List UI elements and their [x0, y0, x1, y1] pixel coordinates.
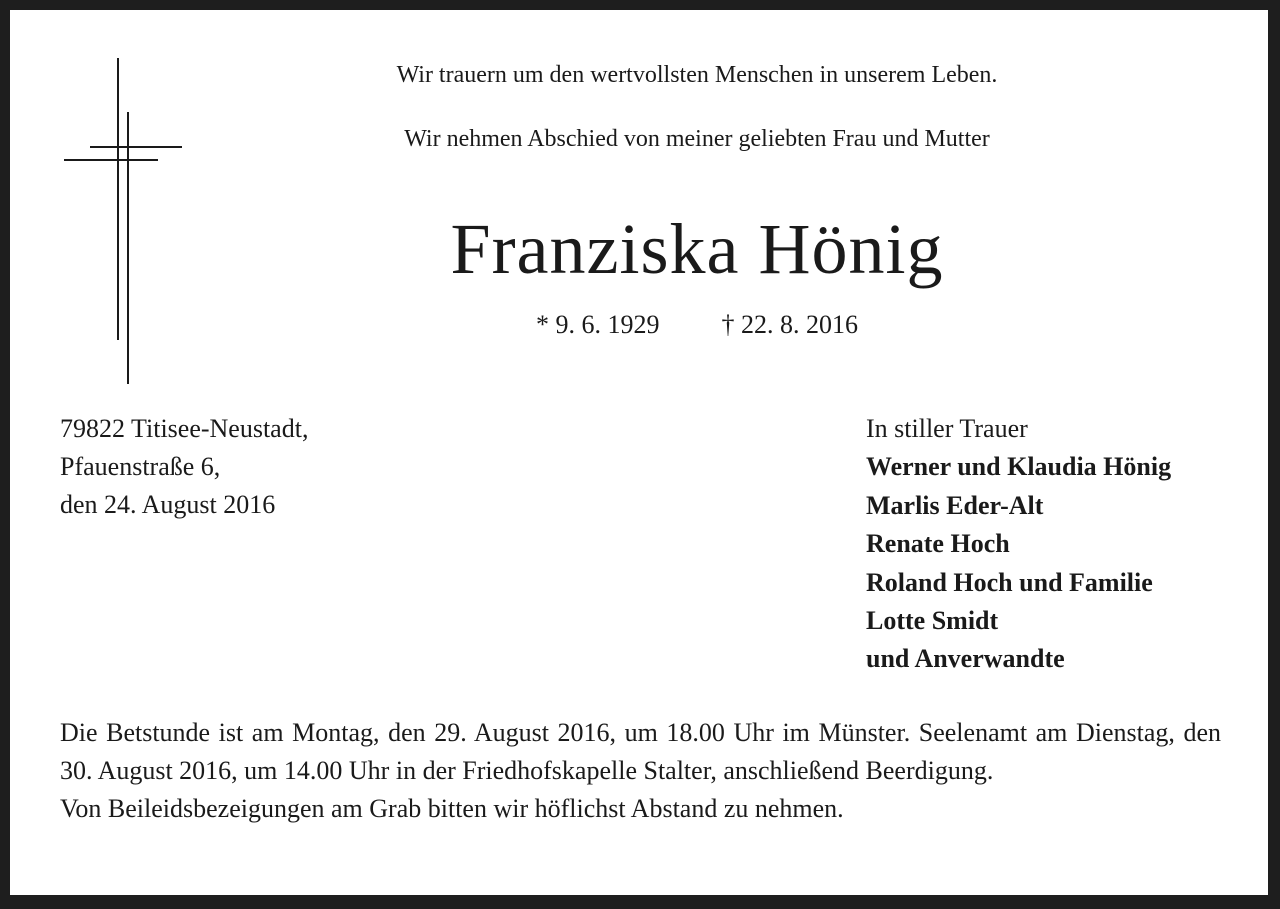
service-paragraph: Die Betstunde ist am Montag, den 29. August 2016, um 18.00 Uhr im Münster. Seelenamt am Dienstag, den 30. August 2016, um 14.00 Uhr in der Friedhofskapelle Stalter, anschließend Beerdigung. — [60, 718, 1221, 785]
mourner-name: und Anverwandte — [866, 644, 1065, 674]
intro-line-1: Wir trauern um den wertvollsten Menschen in unserem Leben. — [396, 62, 998, 88]
obituary-notice — [10, 10, 1268, 895]
address-block — [60, 410, 308, 524]
mourners-block — [866, 410, 1171, 679]
address-line: Pfauenstraße 6, — [60, 452, 221, 481]
death-date: † 22. 8. 2016 — [721, 310, 858, 339]
service-info — [60, 714, 1221, 828]
mourner-name: Werner und Klaudia Hönig — [866, 452, 1172, 482]
deceased-name: Franziska Hönig — [450, 209, 944, 289]
mourners-label: In stiller Trauer — [866, 414, 1028, 443]
mourner-name: Roland Hoch und Familie — [866, 567, 1153, 597]
birth-date: * 9. 6. 1929 — [536, 310, 660, 339]
address-line: 79822 Titisee-Neustadt, — [60, 414, 309, 443]
life-dates — [210, 310, 1184, 340]
cross-icon — [62, 58, 186, 384]
intro-line-2: Wir nehmen Abschied von meiner geliebten Frau und Mutter — [404, 126, 990, 152]
address-date: den 24. August 2016 — [60, 490, 276, 519]
mourner-name: Lotte Smidt — [866, 606, 999, 636]
condolence-note: Von Beileidsbezeigungen am Grab bitten wir höflichst Abstand zu nehmen. — [60, 794, 844, 823]
mourner-name: Marlis Eder-Alt — [866, 490, 1044, 520]
mourner-name: Renate Hoch — [866, 529, 1010, 559]
